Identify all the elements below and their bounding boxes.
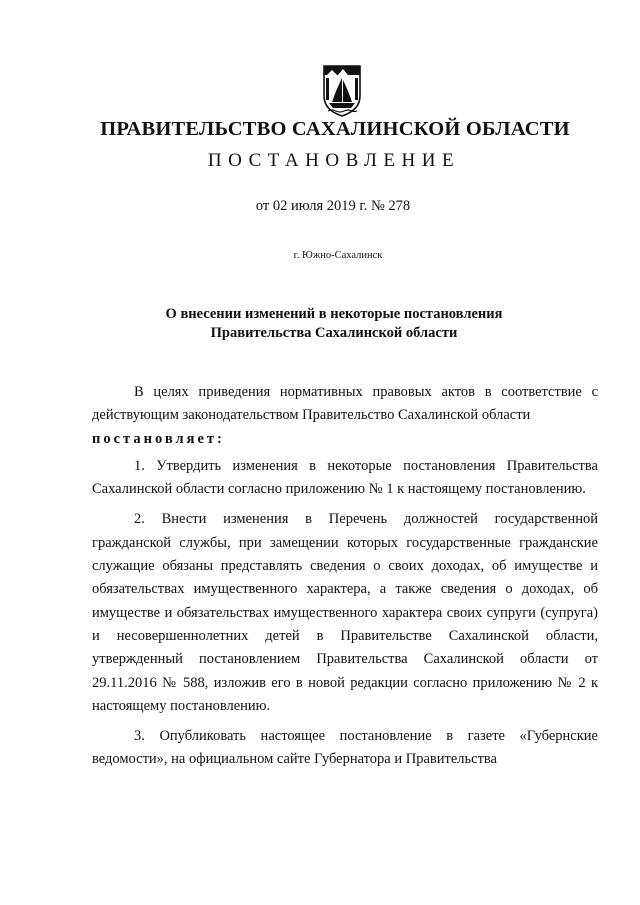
document-subject (0, 305, 640, 343)
sakhalin-coat-of-arms-icon (318, 62, 366, 118)
document-date-number: от 02 июля 2019 г. № 278 (255, 198, 411, 214)
item-paragraph-1: 1. Утвердить изменения в некоторые постановления Правительства Сахалинской области согласно приложению № 1 к настоящему постановлению. (92, 457, 598, 498)
document-type: ПОСТАНОВЛЕНИЕ (207, 150, 461, 171)
item-paragraph-2: 2. Внести изменения в Перечень должностей государственной гражданской службы, при замещении которых государственные гражданские служащие обязаны представлять сведения о своих доходах, об имуществе и обязательствах имущественного характера, а также сведения о доходах, об имуществе и обязательствах имущественного характера своих супруги (супруга) и несовершеннолетних детей в Правительстве Сахалинской области, утвержденный постановлением Правительства Сахалинской области от 29.11.2016 № 588, изложив его в новой редакции согласно приложению № 2 к настоящему постановлению. (92, 511, 598, 714)
subject-line-1: О внесении изменений в некоторые постановления (165, 306, 503, 322)
decree-paragraph (92, 428, 598, 451)
document-city: г. Южно-Сахалинск (293, 250, 383, 261)
subject-line-2: Правительства Сахалинской области (210, 325, 458, 341)
decree-word: постановляет: (92, 430, 225, 447)
item-paragraph-3: 3. Опубликовать настоящее постановление в газете «Губернские ведомости», на официальном сайте Губернатора и Правительства (92, 728, 598, 768)
government-title: ПРАВИТЕЛЬСТВО САХАЛИНСКОЙ ОБЛАСТИ (100, 118, 570, 140)
preamble-paragraph: В целях приведения нормативных правовых актов в соответствие с действующим законодательством Правительство Сахалинской области (92, 384, 598, 424)
document-body (92, 381, 598, 779)
